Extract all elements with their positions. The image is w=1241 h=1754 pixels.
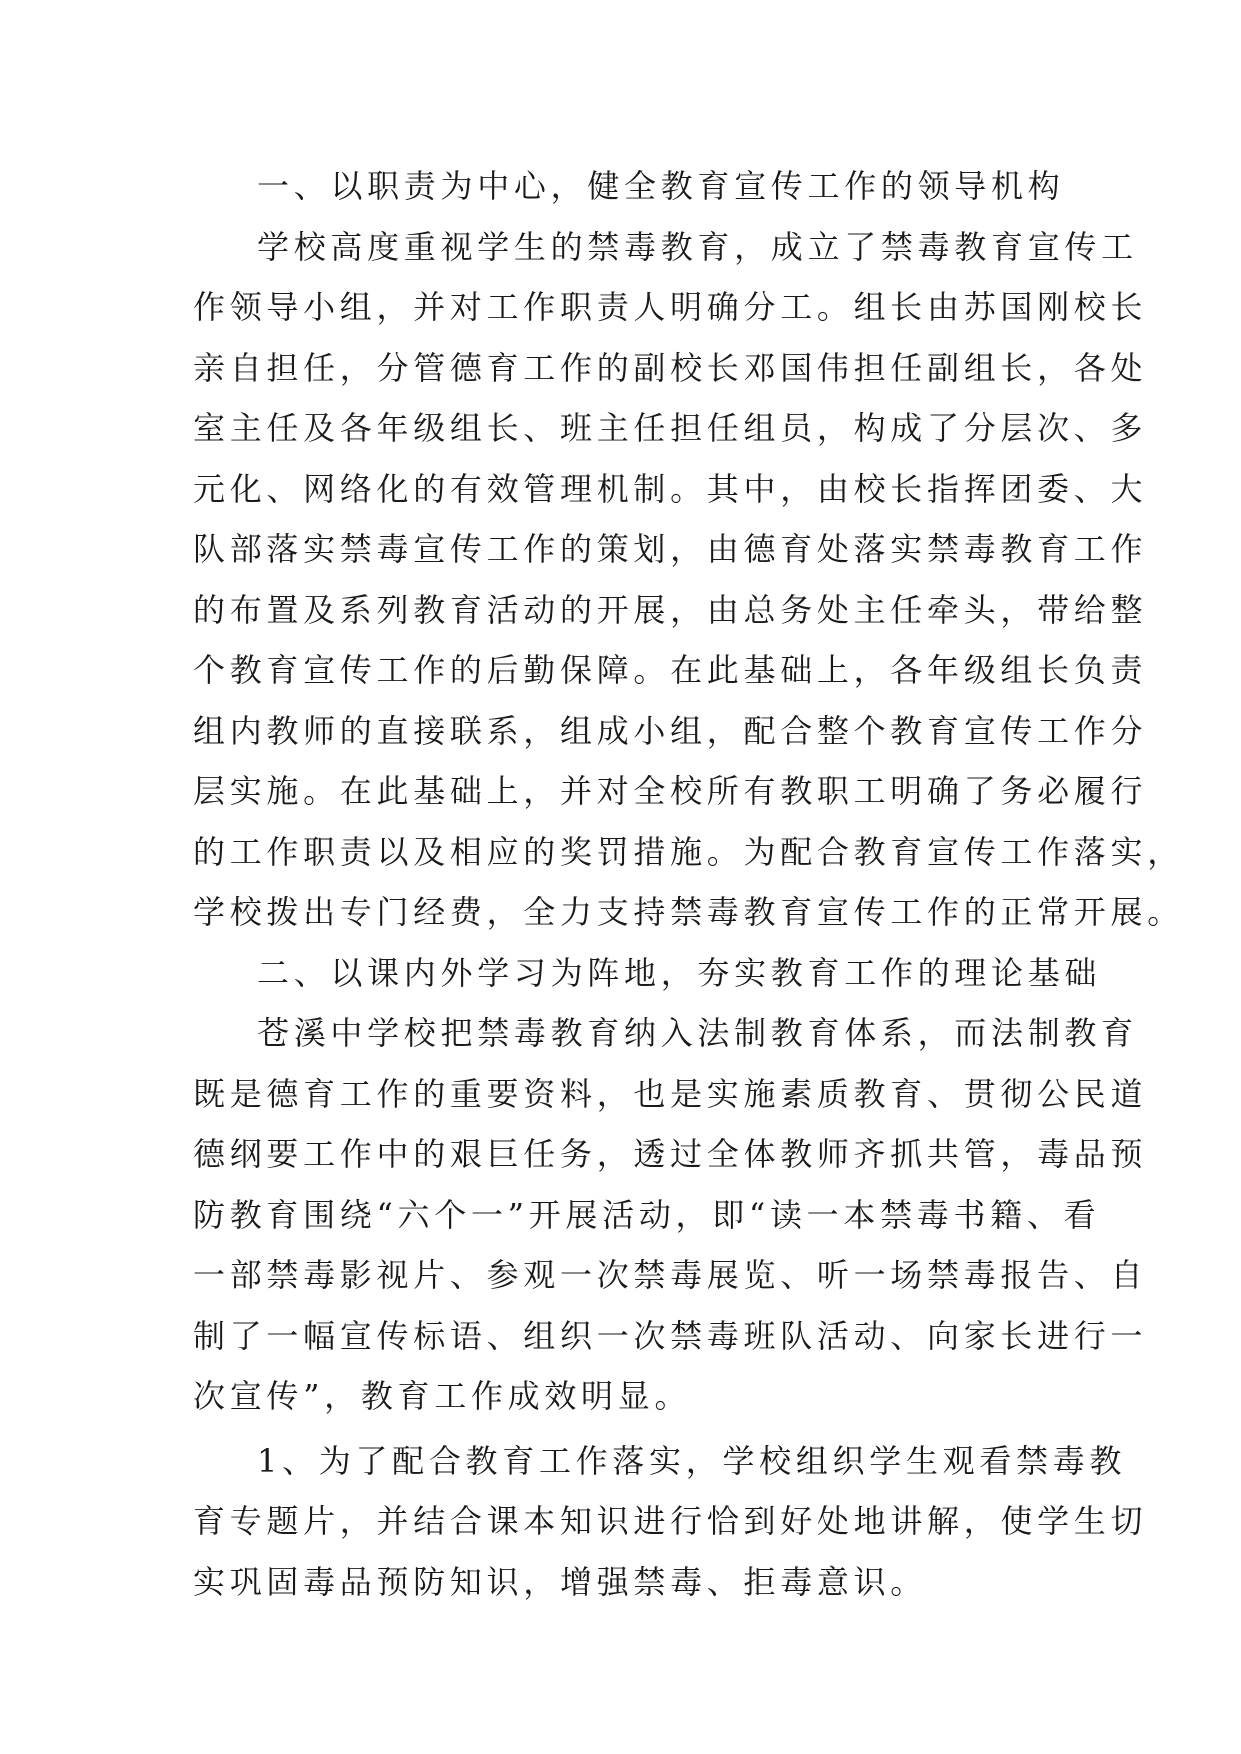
paragraph-line: 亲自担任，分管德育工作的副校长邓国伟担任副组长，各处: [193, 348, 1148, 387]
paragraph-line: 实巩固毒品预防知识，增强禁毒、拒毒意识。: [193, 1562, 928, 1601]
paragraph-line: 学校高度重视学生的禁毒教育，成立了禁毒教育宣传工: [257, 227, 1138, 266]
paragraph-line: 制了一幅宣传标语、组织一次禁毒班队活动、向家长进行一: [193, 1316, 1148, 1355]
paragraph-line: 队部落实禁毒宣传工作的策划，由德育处落实禁毒教育工作: [193, 530, 1148, 568]
paragraph-line: 1、为了配合教育工作落实，学校组织学生观看禁毒教: [257, 1441, 1127, 1480]
document-body: [193, 156, 1184, 1612]
paragraph-line: 元化、网络化的有效管理机制。其中，由校长指挥团委、大: [193, 469, 1148, 508]
paragraph-line: 学校拨出专门经费，全力支持禁毒教育宣传工作的正常开展。: [193, 893, 1184, 931]
paragraph-line: 一部禁毒影视片、参观一次禁毒展览、听一场禁毒报告、自: [193, 1256, 1148, 1294]
paragraph-line: 育专题片，并结合课本知识进行恰到好处地讲解，使学生切: [193, 1502, 1148, 1540]
section-heading-2: 二、以课内外学习为阵地，夯实教育工作的理论基础: [257, 953, 1102, 992]
paragraph-line: 个教育宣传工作的后勤保障。在此基础上，各年级组长负责: [193, 651, 1148, 689]
paragraph-line: 防教育围绕“六个一”开展活动，即“读一本禁毒书籍、看: [193, 1195, 1101, 1234]
paragraph-line: 组内教师的直接联系，组成小组，配合整个教育宣传工作分: [193, 711, 1148, 750]
paragraph-line: 次宣传”，教育工作成效明显。: [193, 1377, 692, 1415]
paragraph-line: 层实施。在此基础上，并对全校所有教职工明确了务必履行: [193, 772, 1148, 810]
paragraph-line: 室主任及各年级组长、班主任担任组员，构成了分层次、多: [193, 409, 1148, 447]
paragraph-2: [193, 1003, 1148, 1427]
paragraph-line: 既是德育工作的重要资料，也是实施素质教育、贯彻公民道: [193, 1074, 1148, 1113]
paragraph-line: 的布置及系列教育活动的开展，由总务处主任牵头，带给整: [193, 590, 1148, 629]
paragraph-line: 作领导小组，并对工作职责人明确分工。组长由苏国刚校长: [193, 288, 1148, 326]
paragraph-3: [193, 1431, 1148, 1613]
paragraph-line: 德纲要工作中的艰巨任务，透过全体教师齐抓共管，毒品预: [193, 1135, 1148, 1173]
paragraph-line: 苍溪中学校把禁毒教育纳入法制教育体系，而法制教育: [257, 1014, 1138, 1052]
section-heading-1: 一、以职责为中心，健全教育宣传工作的领导机构: [257, 167, 1065, 205]
paragraph-1: [193, 217, 1184, 943]
paragraph-line: 的工作职责以及相应的奖罚措施。为配合教育宣传工作落实，: [193, 832, 1184, 871]
